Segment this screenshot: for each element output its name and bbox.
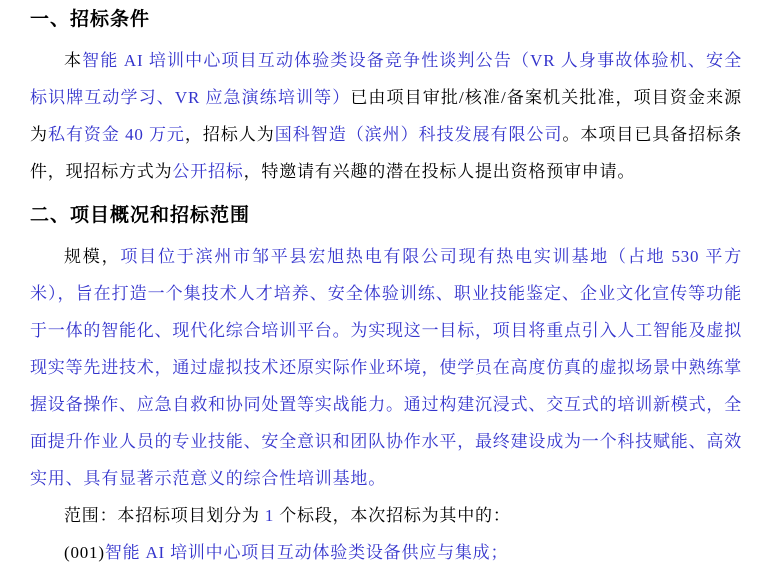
lot-name-field: 智能 AI 培训中心项目互动体验类设备供应与集成； <box>104 543 509 562</box>
section2-lot-paragraph <box>30 534 742 571</box>
text-run: 。本项目已具备招标条件，现招标方式为 <box>30 125 743 181</box>
text-run: ，招标人为 <box>184 125 275 144</box>
project-scale-field: 项目位于滨州市邹平县宏旭热电有限公司现有热电实训基地（占地 530 平方米），旨在打造一个集技术人才培养、安全体验训练、职业技能鉴定、企业文化宣传等功能于一体的智能化、现代化综合培训平台。为实现这一目标，项目将重点引入人工智能及虚拟现实等先进技术，通过虚拟技术还原实际作业环境，使学员在高度仿真的虚拟场景中熟练掌握设备操作、应急自救和协同处置等实战能力。通过构建沉浸式、交互式的培训新模式，全面提升作业人员的专业技能、安全意识和团队协作水平，最终建设成为一个科技赋能、高效实用、具有显著示范意义的综合性培训基地。 <box>30 247 742 488</box>
section2-scale-paragraph <box>30 238 742 497</box>
lot-number-label: (001) <box>64 543 105 562</box>
project-name-field: 智能 AI 培训中心项目互动体验类设备竞争性谈判公告（VR 人身事故体验机、安全标识牌互动学习、VR 应急演练培训等） <box>30 51 742 107</box>
text-run: ，特邀请有兴趣的潜在投标人提出资格预审申请。 <box>243 162 636 181</box>
lot-count-field: 1 <box>264 506 275 525</box>
text-run: 个标段，本次招标为其中的： <box>274 506 511 525</box>
scale-label: 规模， <box>64 247 121 266</box>
section1-heading: 一、招标条件 <box>30 9 151 30</box>
scope-label: 范围：本招标项目划分为 <box>64 506 265 525</box>
funding-source-field: 私有资金 40 万元 <box>47 125 185 144</box>
section2-scope-paragraph <box>30 497 742 534</box>
tenderer-name-field: 国科智造（滨州）科技发展有限公司 <box>274 125 563 144</box>
section2-heading: 二、项目概况和招标范围 <box>30 205 251 226</box>
text-run: 已由项目审批/核准/备案机关批准，项目资金来源为 <box>30 88 742 144</box>
bidding-method-field: 公开招标 <box>172 162 244 181</box>
section1-bidding-conditions-paragraph <box>30 42 742 190</box>
text-run: 本 <box>64 51 83 70</box>
